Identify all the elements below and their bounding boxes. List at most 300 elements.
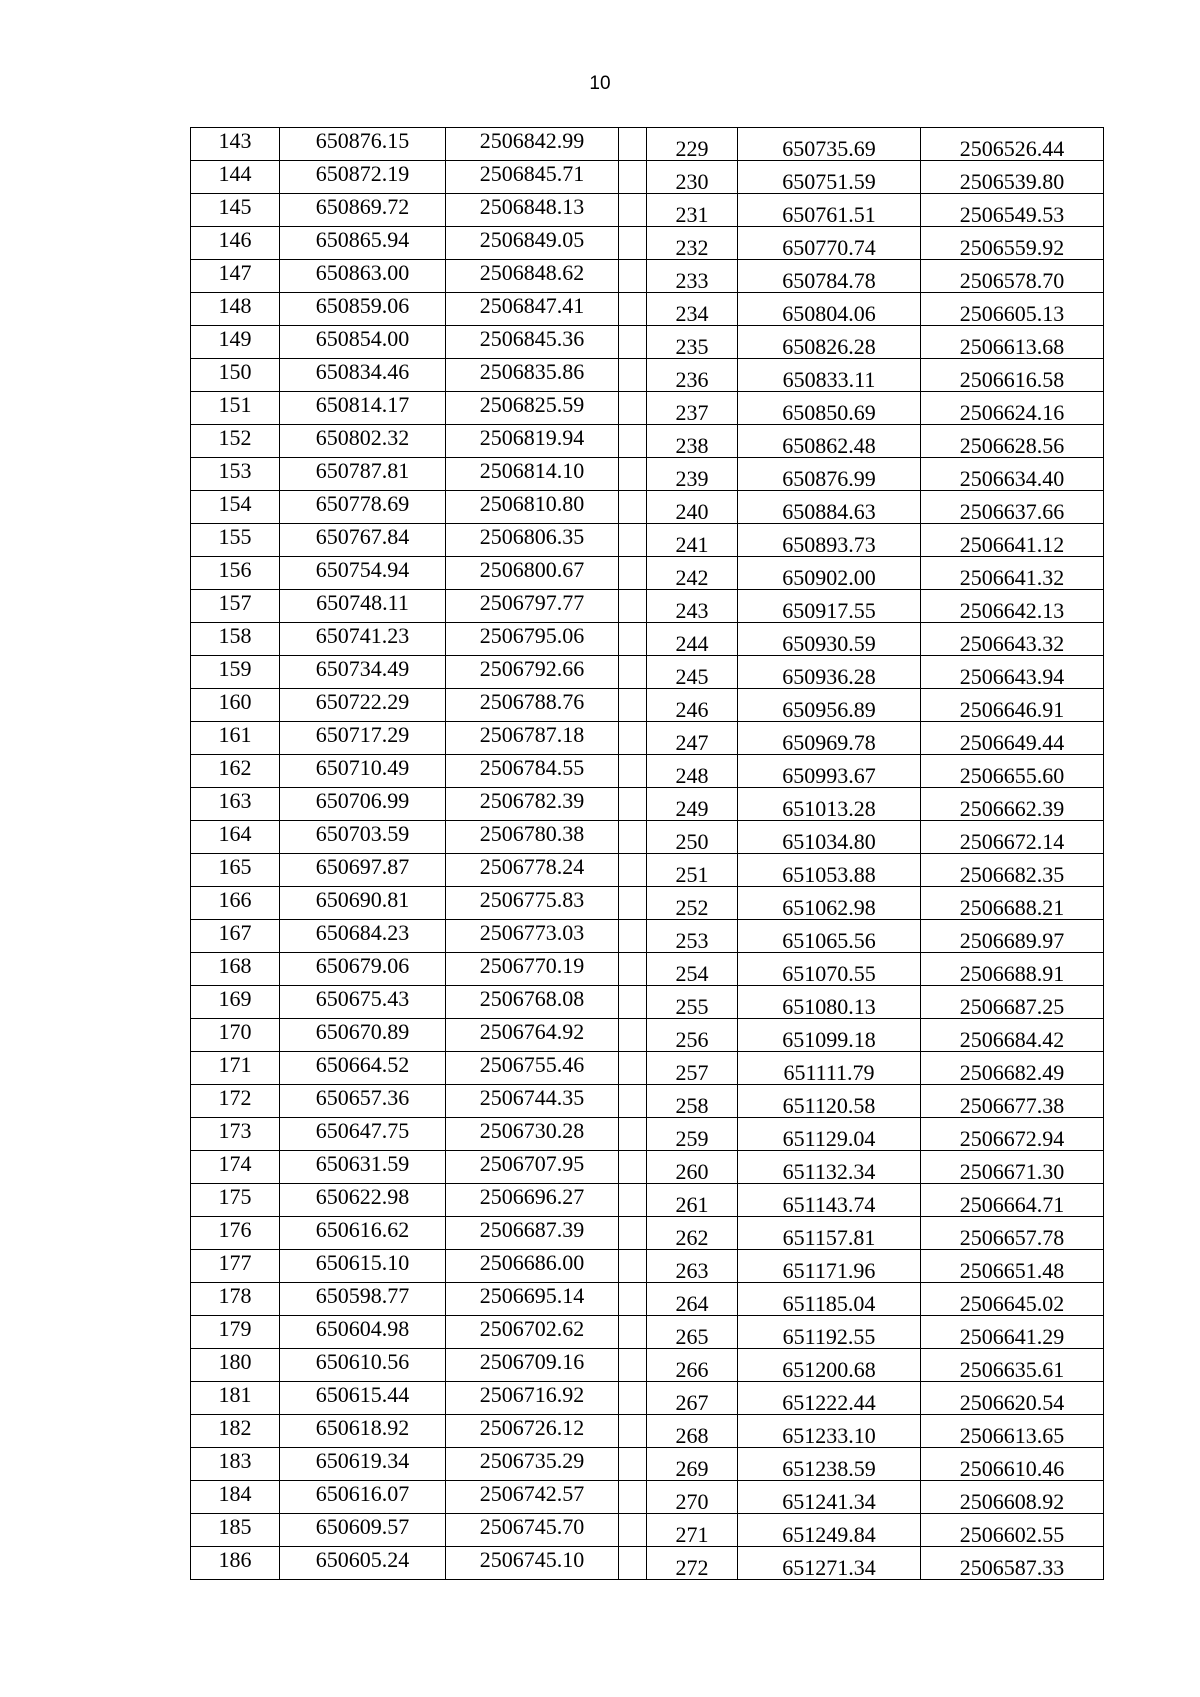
y-coordinate-cell: 2506641.12 <box>921 524 1104 557</box>
spacer-cell <box>619 854 647 887</box>
table-row <box>647 689 1104 722</box>
table-row <box>647 227 1104 260</box>
y-coordinate-cell: 2506620.54 <box>921 1382 1104 1415</box>
y-coordinate-cell: 2506526.44 <box>921 128 1104 161</box>
x-coordinate-cell: 650734.49 <box>280 656 446 689</box>
y-coordinate-cell: 2506657.78 <box>921 1217 1104 1250</box>
x-coordinate-cell: 650784.78 <box>738 260 921 293</box>
point-number-cell: 249 <box>647 788 738 821</box>
table-row <box>191 227 647 260</box>
point-number-cell: 248 <box>647 755 738 788</box>
coordinate-table-left <box>190 127 647 1580</box>
y-coordinate-cell: 2506686.00 <box>446 1250 619 1283</box>
table-row <box>191 1481 647 1514</box>
x-coordinate-cell: 650618.92 <box>280 1415 446 1448</box>
spacer-cell <box>619 755 647 788</box>
table-row <box>647 524 1104 557</box>
x-coordinate-cell: 650826.28 <box>738 326 921 359</box>
point-number-cell: 244 <box>647 623 738 656</box>
spacer-cell <box>619 1118 647 1151</box>
x-coordinate-cell: 650956.89 <box>738 689 921 722</box>
x-coordinate-cell: 650622.98 <box>280 1184 446 1217</box>
y-coordinate-cell: 2506810.80 <box>446 491 619 524</box>
point-number-cell: 241 <box>647 524 738 557</box>
x-coordinate-cell: 650804.06 <box>738 293 921 326</box>
table-row <box>191 326 647 359</box>
y-coordinate-cell: 2506795.06 <box>446 623 619 656</box>
x-coordinate-cell: 650862.48 <box>738 425 921 458</box>
table-row <box>647 920 1104 953</box>
x-coordinate-cell: 650697.87 <box>280 854 446 887</box>
point-number-cell: 156 <box>191 557 280 590</box>
x-coordinate-cell: 650735.69 <box>738 128 921 161</box>
point-number-cell: 252 <box>647 887 738 920</box>
table-row <box>647 854 1104 887</box>
y-coordinate-cell: 2506641.32 <box>921 557 1104 590</box>
x-coordinate-cell: 651192.55 <box>738 1316 921 1349</box>
y-coordinate-cell: 2506635.61 <box>921 1349 1104 1382</box>
table-row <box>647 1382 1104 1415</box>
table-row <box>647 1316 1104 1349</box>
point-number-cell: 229 <box>647 128 738 161</box>
point-number-cell: 267 <box>647 1382 738 1415</box>
y-coordinate-cell: 2506755.46 <box>446 1052 619 1085</box>
point-number-cell: 168 <box>191 953 280 986</box>
point-number-cell: 180 <box>191 1349 280 1382</box>
y-coordinate-cell: 2506696.27 <box>446 1184 619 1217</box>
point-number-cell: 251 <box>647 854 738 887</box>
y-coordinate-cell: 2506684.42 <box>921 1019 1104 1052</box>
spacer-cell <box>619 392 647 425</box>
point-number-cell: 170 <box>191 1019 280 1052</box>
y-coordinate-cell: 2506702.62 <box>446 1316 619 1349</box>
table-row <box>647 1448 1104 1481</box>
x-coordinate-cell: 650833.11 <box>738 359 921 392</box>
point-number-cell: 243 <box>647 590 738 623</box>
y-coordinate-cell: 2506682.35 <box>921 854 1104 887</box>
y-coordinate-cell: 2506847.41 <box>446 293 619 326</box>
y-coordinate-cell: 2506842.99 <box>446 128 619 161</box>
y-coordinate-cell: 2506578.70 <box>921 260 1104 293</box>
table-row <box>647 1349 1104 1382</box>
y-coordinate-cell: 2506726.12 <box>446 1415 619 1448</box>
point-number-cell: 166 <box>191 887 280 920</box>
y-coordinate-cell: 2506745.10 <box>446 1547 619 1580</box>
spacer-cell <box>619 590 647 623</box>
y-coordinate-cell: 2506806.35 <box>446 524 619 557</box>
x-coordinate-cell: 650616.62 <box>280 1217 446 1250</box>
point-number-cell: 237 <box>647 392 738 425</box>
table-row <box>191 425 647 458</box>
y-coordinate-cell: 2506788.76 <box>446 689 619 722</box>
y-coordinate-cell: 2506616.58 <box>921 359 1104 392</box>
point-number-cell: 165 <box>191 854 280 887</box>
table-row <box>647 821 1104 854</box>
spacer-cell <box>619 788 647 821</box>
spacer-cell <box>619 557 647 590</box>
point-number-cell: 177 <box>191 1250 280 1283</box>
x-coordinate-cell: 650710.49 <box>280 755 446 788</box>
point-number-cell: 245 <box>647 656 738 689</box>
y-coordinate-cell: 2506634.40 <box>921 458 1104 491</box>
table-row <box>647 326 1104 359</box>
x-coordinate-cell: 651111.79 <box>738 1052 921 1085</box>
table-row <box>647 722 1104 755</box>
point-number-cell: 167 <box>191 920 280 953</box>
table-row <box>191 656 647 689</box>
x-coordinate-cell: 650884.63 <box>738 491 921 524</box>
table-row <box>191 128 647 161</box>
y-coordinate-cell: 2506613.68 <box>921 326 1104 359</box>
table-row <box>191 194 647 227</box>
point-number-cell: 268 <box>647 1415 738 1448</box>
page-number: 10 <box>589 73 611 94</box>
x-coordinate-cell: 650722.29 <box>280 689 446 722</box>
table-row <box>191 986 647 1019</box>
point-number-cell: 266 <box>647 1349 738 1382</box>
table-row <box>191 953 647 986</box>
table-row <box>191 293 647 326</box>
y-coordinate-cell: 2506770.19 <box>446 953 619 986</box>
point-number-cell: 147 <box>191 260 280 293</box>
y-coordinate-cell: 2506608.92 <box>921 1481 1104 1514</box>
spacer-cell <box>619 920 647 953</box>
point-number-cell: 260 <box>647 1151 738 1184</box>
point-number-cell: 150 <box>191 359 280 392</box>
x-coordinate-cell: 650802.32 <box>280 425 446 458</box>
point-number-cell: 272 <box>647 1547 738 1580</box>
x-coordinate-cell: 650615.10 <box>280 1250 446 1283</box>
spacer-cell <box>619 458 647 491</box>
y-coordinate-cell: 2506672.14 <box>921 821 1104 854</box>
x-coordinate-cell: 650814.17 <box>280 392 446 425</box>
x-coordinate-cell: 650930.59 <box>738 623 921 656</box>
x-coordinate-cell: 650865.94 <box>280 227 446 260</box>
table-row <box>647 953 1104 986</box>
table-row <box>191 524 647 557</box>
x-coordinate-cell: 651053.88 <box>738 854 921 887</box>
spacer-cell <box>619 953 647 986</box>
spacer-cell <box>619 1415 647 1448</box>
x-coordinate-cell: 651200.68 <box>738 1349 921 1382</box>
x-coordinate-cell: 650778.69 <box>280 491 446 524</box>
spacer-cell <box>619 722 647 755</box>
x-coordinate-cell: 650993.67 <box>738 755 921 788</box>
point-number-cell: 155 <box>191 524 280 557</box>
x-coordinate-cell: 650647.75 <box>280 1118 446 1151</box>
table-row <box>191 590 647 623</box>
y-coordinate-cell: 2506849.05 <box>446 227 619 260</box>
table-row <box>191 755 647 788</box>
x-coordinate-cell: 650859.06 <box>280 293 446 326</box>
x-coordinate-cell: 651065.56 <box>738 920 921 953</box>
x-coordinate-cell: 650616.07 <box>280 1481 446 1514</box>
x-coordinate-cell: 650748.11 <box>280 590 446 623</box>
point-number-cell: 253 <box>647 920 738 953</box>
table-row <box>647 1184 1104 1217</box>
table-row <box>647 161 1104 194</box>
point-number-cell: 271 <box>647 1514 738 1547</box>
point-number-cell: 182 <box>191 1415 280 1448</box>
point-number-cell: 148 <box>191 293 280 326</box>
table-row <box>647 887 1104 920</box>
point-number-cell: 230 <box>647 161 738 194</box>
spacer-cell <box>619 1481 647 1514</box>
table-row <box>647 1250 1104 1283</box>
y-coordinate-cell: 2506559.92 <box>921 227 1104 260</box>
table-row <box>647 656 1104 689</box>
table-row <box>647 425 1104 458</box>
y-coordinate-cell: 2506643.94 <box>921 656 1104 689</box>
y-coordinate-cell: 2506707.95 <box>446 1151 619 1184</box>
point-number-cell: 154 <box>191 491 280 524</box>
point-number-cell: 152 <box>191 425 280 458</box>
table-row <box>647 1547 1104 1580</box>
point-number-cell: 172 <box>191 1085 280 1118</box>
y-coordinate-cell: 2506610.46 <box>921 1448 1104 1481</box>
x-coordinate-cell: 650706.99 <box>280 788 446 821</box>
y-coordinate-cell: 2506613.65 <box>921 1415 1104 1448</box>
table-row <box>191 1547 647 1580</box>
x-coordinate-cell: 650761.51 <box>738 194 921 227</box>
y-coordinate-cell: 2506539.80 <box>921 161 1104 194</box>
y-coordinate-cell: 2506671.30 <box>921 1151 1104 1184</box>
point-number-cell: 157 <box>191 590 280 623</box>
y-coordinate-cell: 2506664.71 <box>921 1184 1104 1217</box>
y-coordinate-cell: 2506687.39 <box>446 1217 619 1250</box>
y-coordinate-cell: 2506784.55 <box>446 755 619 788</box>
x-coordinate-cell: 650863.00 <box>280 260 446 293</box>
x-coordinate-cell: 651271.34 <box>738 1547 921 1580</box>
x-coordinate-cell: 650657.36 <box>280 1085 446 1118</box>
spacer-cell <box>619 1514 647 1547</box>
y-coordinate-cell: 2506643.32 <box>921 623 1104 656</box>
table-row <box>191 1052 647 1085</box>
point-number-cell: 153 <box>191 458 280 491</box>
table-row <box>647 458 1104 491</box>
x-coordinate-cell: 650619.34 <box>280 1448 446 1481</box>
x-coordinate-cell: 651013.28 <box>738 788 921 821</box>
point-number-cell: 179 <box>191 1316 280 1349</box>
x-coordinate-cell: 650850.69 <box>738 392 921 425</box>
point-number-cell: 151 <box>191 392 280 425</box>
table-row <box>191 1184 647 1217</box>
x-coordinate-cell: 650834.46 <box>280 359 446 392</box>
x-coordinate-cell: 651249.84 <box>738 1514 921 1547</box>
x-coordinate-cell: 650917.55 <box>738 590 921 623</box>
table-row <box>191 722 647 755</box>
x-coordinate-cell: 650598.77 <box>280 1283 446 1316</box>
table-row <box>191 1250 647 1283</box>
point-number-cell: 146 <box>191 227 280 260</box>
table-row <box>647 788 1104 821</box>
y-coordinate-cell: 2506745.70 <box>446 1514 619 1547</box>
x-coordinate-cell: 650869.72 <box>280 194 446 227</box>
spacer-cell <box>619 194 647 227</box>
x-coordinate-cell: 651171.96 <box>738 1250 921 1283</box>
point-number-cell: 144 <box>191 161 280 194</box>
x-coordinate-cell: 650670.89 <box>280 1019 446 1052</box>
spacer-cell <box>619 1085 647 1118</box>
x-coordinate-cell: 650684.23 <box>280 920 446 953</box>
point-number-cell: 236 <box>647 359 738 392</box>
y-coordinate-cell: 2506716.92 <box>446 1382 619 1415</box>
table-row <box>191 1349 647 1382</box>
table-row <box>647 1052 1104 1085</box>
y-coordinate-cell: 2506835.86 <box>446 359 619 392</box>
point-number-cell: 161 <box>191 722 280 755</box>
table-row <box>191 1514 647 1547</box>
spacer-cell <box>619 425 647 458</box>
point-number-cell: 242 <box>647 557 738 590</box>
table-row <box>191 1448 647 1481</box>
table-row <box>191 1316 647 1349</box>
y-coordinate-cell: 2506845.36 <box>446 326 619 359</box>
y-coordinate-cell: 2506695.14 <box>446 1283 619 1316</box>
table-row <box>191 920 647 953</box>
table-row <box>647 128 1104 161</box>
point-number-cell: 176 <box>191 1217 280 1250</box>
x-coordinate-cell: 650787.81 <box>280 458 446 491</box>
y-coordinate-cell: 2506642.13 <box>921 590 1104 623</box>
y-coordinate-cell: 2506688.21 <box>921 887 1104 920</box>
y-coordinate-cell: 2506641.29 <box>921 1316 1104 1349</box>
point-number-cell: 158 <box>191 623 280 656</box>
table-row <box>191 1415 647 1448</box>
point-number-cell: 246 <box>647 689 738 722</box>
x-coordinate-cell: 650751.59 <box>738 161 921 194</box>
point-number-cell: 169 <box>191 986 280 1019</box>
table-row <box>191 458 647 491</box>
x-coordinate-cell: 651233.10 <box>738 1415 921 1448</box>
y-coordinate-cell: 2506677.38 <box>921 1085 1104 1118</box>
x-coordinate-cell: 650872.19 <box>280 161 446 194</box>
table-row <box>647 1514 1104 1547</box>
y-coordinate-cell: 2506792.66 <box>446 656 619 689</box>
spacer-cell <box>619 887 647 920</box>
y-coordinate-cell: 2506782.39 <box>446 788 619 821</box>
point-number-cell: 247 <box>647 722 738 755</box>
point-number-cell: 269 <box>647 1448 738 1481</box>
table-row <box>191 491 647 524</box>
point-number-cell: 262 <box>647 1217 738 1250</box>
spacer-cell <box>619 227 647 260</box>
y-coordinate-cell: 2506780.38 <box>446 821 619 854</box>
y-coordinate-cell: 2506655.60 <box>921 755 1104 788</box>
x-coordinate-cell: 650679.06 <box>280 953 446 986</box>
table-row <box>191 1382 647 1415</box>
spacer-cell <box>619 293 647 326</box>
table-row <box>191 788 647 821</box>
point-number-cell: 235 <box>647 326 738 359</box>
table-row <box>647 590 1104 623</box>
x-coordinate-cell: 650664.52 <box>280 1052 446 1085</box>
y-coordinate-cell: 2506688.91 <box>921 953 1104 986</box>
spacer-cell <box>619 1448 647 1481</box>
y-coordinate-cell: 2506742.57 <box>446 1481 619 1514</box>
coordinate-table-right <box>646 127 1104 1580</box>
x-coordinate-cell: 651157.81 <box>738 1217 921 1250</box>
table-row <box>191 1283 647 1316</box>
coordinate-table-left-body <box>191 128 647 1580</box>
y-coordinate-cell: 2506800.67 <box>446 557 619 590</box>
spacer-cell <box>619 260 647 293</box>
table-row <box>647 1085 1104 1118</box>
x-coordinate-cell: 650854.00 <box>280 326 446 359</box>
y-coordinate-cell: 2506764.92 <box>446 1019 619 1052</box>
coordinate-table-right-body <box>647 128 1104 1580</box>
table-row <box>647 260 1104 293</box>
point-number-cell: 159 <box>191 656 280 689</box>
point-number-cell: 265 <box>647 1316 738 1349</box>
point-number-cell: 185 <box>191 1514 280 1547</box>
spacer-cell <box>619 821 647 854</box>
y-coordinate-cell: 2506689.97 <box>921 920 1104 953</box>
point-number-cell: 184 <box>191 1481 280 1514</box>
table-row <box>647 1217 1104 1250</box>
y-coordinate-cell: 2506649.44 <box>921 722 1104 755</box>
x-coordinate-cell: 650605.24 <box>280 1547 446 1580</box>
point-number-cell: 174 <box>191 1151 280 1184</box>
spacer-cell <box>619 1382 647 1415</box>
y-coordinate-cell: 2506845.71 <box>446 161 619 194</box>
point-number-cell: 234 <box>647 293 738 326</box>
table-row <box>647 293 1104 326</box>
x-coordinate-cell: 650893.73 <box>738 524 921 557</box>
spacer-cell <box>619 1019 647 1052</box>
y-coordinate-cell: 2506814.10 <box>446 458 619 491</box>
point-number-cell: 263 <box>647 1250 738 1283</box>
point-number-cell: 239 <box>647 458 738 491</box>
point-number-cell: 160 <box>191 689 280 722</box>
x-coordinate-cell: 650770.74 <box>738 227 921 260</box>
y-coordinate-cell: 2506602.55 <box>921 1514 1104 1547</box>
point-number-cell: 181 <box>191 1382 280 1415</box>
table-row <box>647 1019 1104 1052</box>
table-row <box>647 986 1104 1019</box>
y-coordinate-cell: 2506651.48 <box>921 1250 1104 1283</box>
x-coordinate-cell: 651070.55 <box>738 953 921 986</box>
x-coordinate-cell: 650717.29 <box>280 722 446 755</box>
table-row <box>647 194 1104 227</box>
point-number-cell: 255 <box>647 986 738 1019</box>
spacer-cell <box>619 623 647 656</box>
point-number-cell: 186 <box>191 1547 280 1580</box>
spacer-cell <box>619 524 647 557</box>
spacer-cell <box>619 1250 647 1283</box>
point-number-cell: 240 <box>647 491 738 524</box>
table-row <box>647 392 1104 425</box>
point-number-cell: 254 <box>647 953 738 986</box>
y-coordinate-cell: 2506624.16 <box>921 392 1104 425</box>
x-coordinate-cell: 650631.59 <box>280 1151 446 1184</box>
spacer-cell <box>619 1316 647 1349</box>
x-coordinate-cell: 650741.23 <box>280 623 446 656</box>
point-number-cell: 256 <box>647 1019 738 1052</box>
spacer-cell <box>619 1283 647 1316</box>
spacer-cell <box>619 1151 647 1184</box>
y-coordinate-cell: 2506605.13 <box>921 293 1104 326</box>
table-row <box>647 1151 1104 1184</box>
table-row <box>191 623 647 656</box>
x-coordinate-cell: 650902.00 <box>738 557 921 590</box>
spacer-cell <box>619 1217 647 1250</box>
spacer-cell <box>619 128 647 161</box>
y-coordinate-cell: 2506645.02 <box>921 1283 1104 1316</box>
table-row <box>191 1151 647 1184</box>
table-row <box>647 359 1104 392</box>
y-coordinate-cell: 2506735.29 <box>446 1448 619 1481</box>
